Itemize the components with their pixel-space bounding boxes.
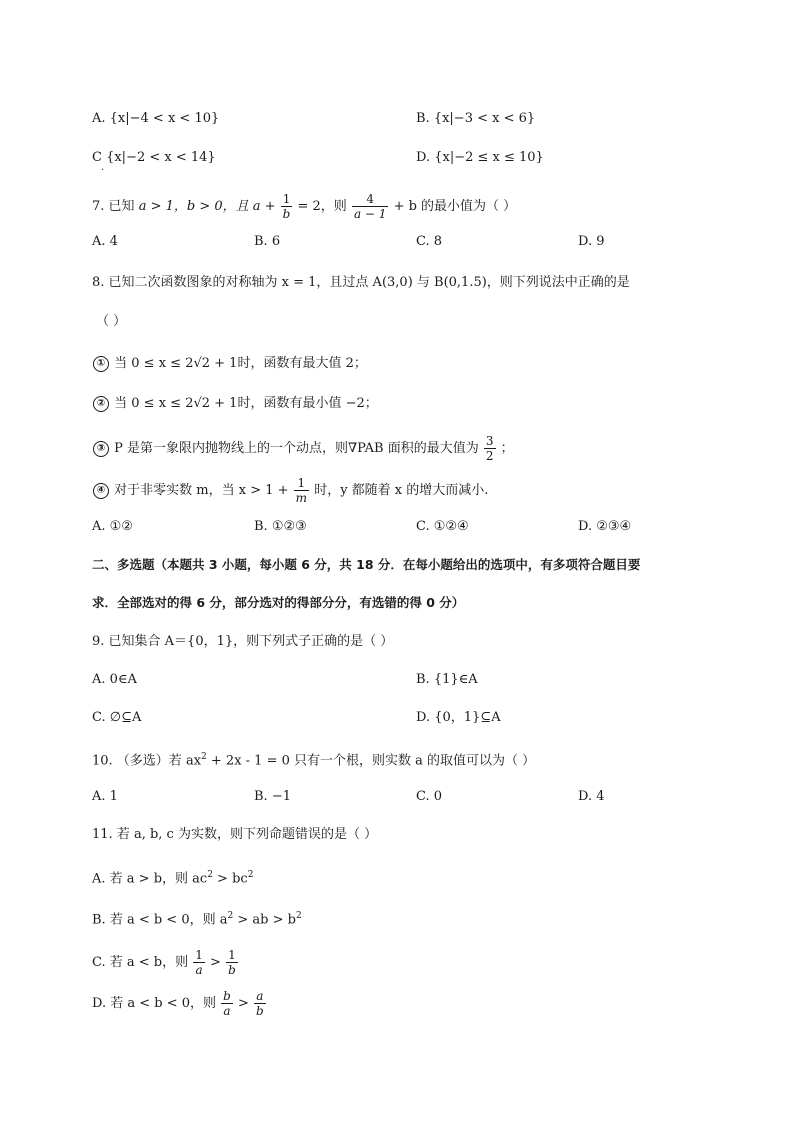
q11-d-fraction-2: $\frac{a}{b}$ bbox=[256, 989, 264, 1018]
q11-option-c: C. 若 a < b，则 $\frac{1}{a}$ > $\frac{1}{b}$ bbox=[92, 948, 236, 977]
q11-option-a: A. 若 a > b，则 $ac^2 > bc^2$ bbox=[92, 870, 254, 887]
q9-option-a: A. 0∈A bbox=[92, 672, 137, 687]
q8-option-c: C. ①②④ bbox=[416, 519, 469, 534]
circled-number-4: ④ bbox=[93, 483, 109, 499]
q9-option-d: D. {0，1}⊆A bbox=[416, 710, 501, 725]
q8-option-a: A. ①② bbox=[92, 519, 133, 534]
q10-option-a: A. 1 bbox=[92, 789, 118, 804]
circled-number-3: ③ bbox=[93, 441, 109, 457]
q8-option-b: B. ①②③ bbox=[254, 519, 307, 534]
q10-option-c: C. 0 bbox=[416, 789, 443, 804]
q7-option-b: B. 6 bbox=[254, 234, 281, 249]
q8-paren: （ ） bbox=[96, 314, 127, 329]
q10-stem: 10. （多选）若 $ax^2 + 2x - 1 = 0$ 只有一个根，则实数 a 的取值可以为（ ） bbox=[92, 752, 536, 769]
circled-number-1: ① bbox=[93, 356, 109, 372]
q8-statement-4: ④ 对于非零实数 m，当 x > 1 + $\frac{1}{m}$ 时，y 都随着 x 的增大而减小. bbox=[92, 476, 488, 505]
section-2-heading-line-1: 二、多选题（本题共 3 小题，每小题 6 分，共 18 分．在每小题给出的选项中，有多项符合题目要 bbox=[92, 557, 641, 572]
q7-stem: 7. 已知 a > 1，b > 0，且 a + $\frac{1}{b}$ = 2，则 $\frac{4}{a - 1}$ + b 的最小值为（ ） bbox=[92, 192, 517, 221]
q11-d-fraction-1: $\frac{b}{a}$ bbox=[223, 989, 231, 1018]
q11-option-b: B. 若 a < b < 0，则 $a^2$ > ab > $b^2$ bbox=[92, 911, 302, 928]
q8-statement-1: ① 当 0 ≤ x ≤ 2√2 + 1时，函数有最大值 2； bbox=[92, 354, 367, 374]
q11-c-fraction-2: $\frac{1}{b}$ bbox=[228, 948, 236, 977]
q8-option-d: D. ②③④ bbox=[578, 519, 632, 534]
q6-option-c: C {x|−2 < x < 14} bbox=[92, 150, 216, 165]
stray-dot: . bbox=[101, 162, 105, 173]
q9-stem: 9. 已知集合 A＝{0，1}，则下列式子正确的是（ ） bbox=[92, 634, 394, 649]
q6-option-b: B. {x|−3 < x < 6} bbox=[416, 111, 536, 126]
q9-option-b: B. {1}∈A bbox=[416, 672, 478, 687]
q10-option-b: B. −1 bbox=[254, 789, 291, 804]
q6-option-d: D. {x|−2 ≤ x ≤ 10} bbox=[416, 150, 544, 165]
q7-fraction-1: $\frac{1}{b}$ bbox=[282, 192, 291, 221]
q11-option-d: D. 若 a < b < 0，则 $\frac{b}{a}$ > $\frac{a}{b}$ bbox=[92, 989, 264, 1018]
section-2-heading-line-2: 求．全部选对的得 6 分，部分选对的得部分分，有选错的得 0 分） bbox=[92, 595, 465, 610]
q7-option-c: C. 8 bbox=[416, 234, 443, 249]
q8-statement-2: ② 当 0 ≤ x ≤ 2√2 + 1时，函数有最小值 −2； bbox=[92, 394, 378, 414]
q11-c-fraction-1: $\frac{1}{a}$ bbox=[195, 948, 203, 977]
q8-stem: 8. 已知二次函数图象的对称轴为 x = 1，且过点 A(3,0) 与 B(0,1.5)，则下列说法中正确的是 bbox=[92, 275, 630, 290]
q8-s4-fraction: $\frac{1}{m}$ bbox=[295, 476, 308, 505]
q8-statement-3: ③ P 是第一象限内抛物线上的一个动点，则∇PAB 面积的最大值为 $\frac{3}{2}$ ； bbox=[92, 434, 514, 463]
q11-stem: 11. 若 a, b, c 为实数，则下列命题错误的是（ ） bbox=[92, 827, 378, 842]
q8-s3-fraction: $\frac{3}{2}$ bbox=[485, 434, 494, 463]
q7-option-a: A. 4 bbox=[92, 234, 118, 249]
q9-option-c: C. ∅⊆A bbox=[92, 710, 142, 725]
q7-option-d: D. 9 bbox=[578, 234, 605, 249]
circled-number-2: ② bbox=[93, 396, 109, 412]
q6-option-a: A. {x|−4 < x < 10} bbox=[92, 111, 220, 126]
q10-option-d: D. 4 bbox=[578, 789, 605, 804]
q7-fraction-2: $\frac{4}{a - 1}$ bbox=[353, 192, 387, 221]
